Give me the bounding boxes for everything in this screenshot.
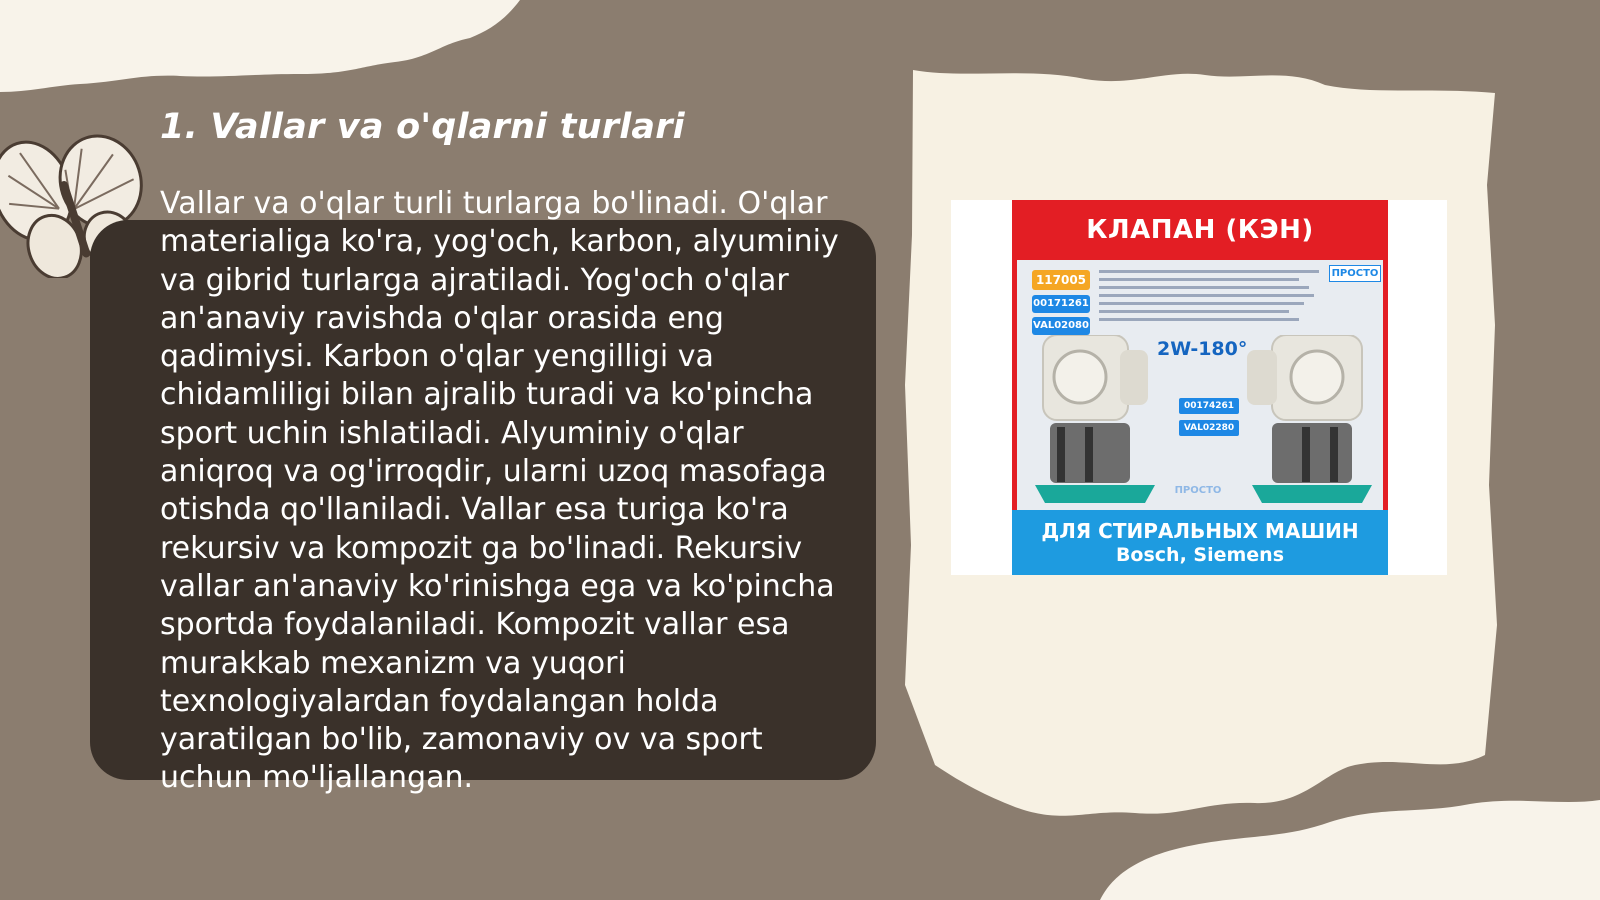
description-line — [1099, 286, 1309, 289]
product-heading: КЛАПАН (КЭН) — [1086, 215, 1314, 245]
product-code-main: 117005 — [1032, 270, 1090, 290]
description-line — [1099, 310, 1289, 313]
product-code-tertiary: VAL02080 — [1032, 317, 1090, 335]
description-line — [1099, 318, 1299, 321]
torn-paper-top-left — [0, 0, 540, 110]
description-line — [1099, 302, 1304, 305]
product-photo-area — [1017, 260, 1383, 510]
brand-tag-secondary: ПРОСТО — [1174, 485, 1222, 496]
slide-body-text: Vallar va o'qlar turli turlarga bo'linadi. O'qlar materialiga ko'ra, yog'och, karbon, alyuminiy va gibrid turlarga ajratiladi. Yog'och o'qlar an'anaviy ravishda o'qlar orasida eng qadimiysi. Karbon o'qlar yengilligi va chidamliligi bilan ajralib turadi va ko'pincha sport uchin ishlatiladi. Alyuminiy o'qlar aniqroq va og'irroqdir, ularni uzoq masofaga otishda qo'llaniladi. Vallar esa turiga ko'ra rekursiv va kompozit ga bo'linadi. Rekursiv vallar an'anaviy ko'rinishga ega va ko'pincha sportda foydalaniladi. Kompozit vallar esa murakkab mexanizm va yuqori texnologiyalardan foydalangan holda yaratilgan bo'lib, zamonaviy ov va sport uchun mo'ljallangan. — [160, 186, 839, 796]
valve-code-1: 00174261 — [1179, 398, 1239, 414]
valve-code-2: VAL02280 — [1179, 420, 1239, 436]
valve-illustration-right — [1242, 335, 1372, 505]
description-line — [1099, 278, 1299, 281]
brand-tag: ПРОСТО — [1329, 265, 1381, 282]
product-footer-line-1: ДЛЯ СТИРАЛЬНЫХ МАШИН — [1041, 519, 1359, 543]
description-line — [1099, 270, 1319, 273]
product-footer — [1012, 510, 1388, 575]
product-code-secondary: 00171261 — [1032, 295, 1090, 313]
valve-spec-label: 2W-180° — [1157, 338, 1248, 360]
valve-illustration-left — [1035, 335, 1155, 505]
slide-title: 1. Vallar va o'qlarni turlari — [160, 107, 685, 147]
description-line — [1099, 294, 1314, 297]
product-image — [1012, 200, 1388, 575]
product-footer-line-2: Bosch, Siemens — [1115, 544, 1285, 566]
